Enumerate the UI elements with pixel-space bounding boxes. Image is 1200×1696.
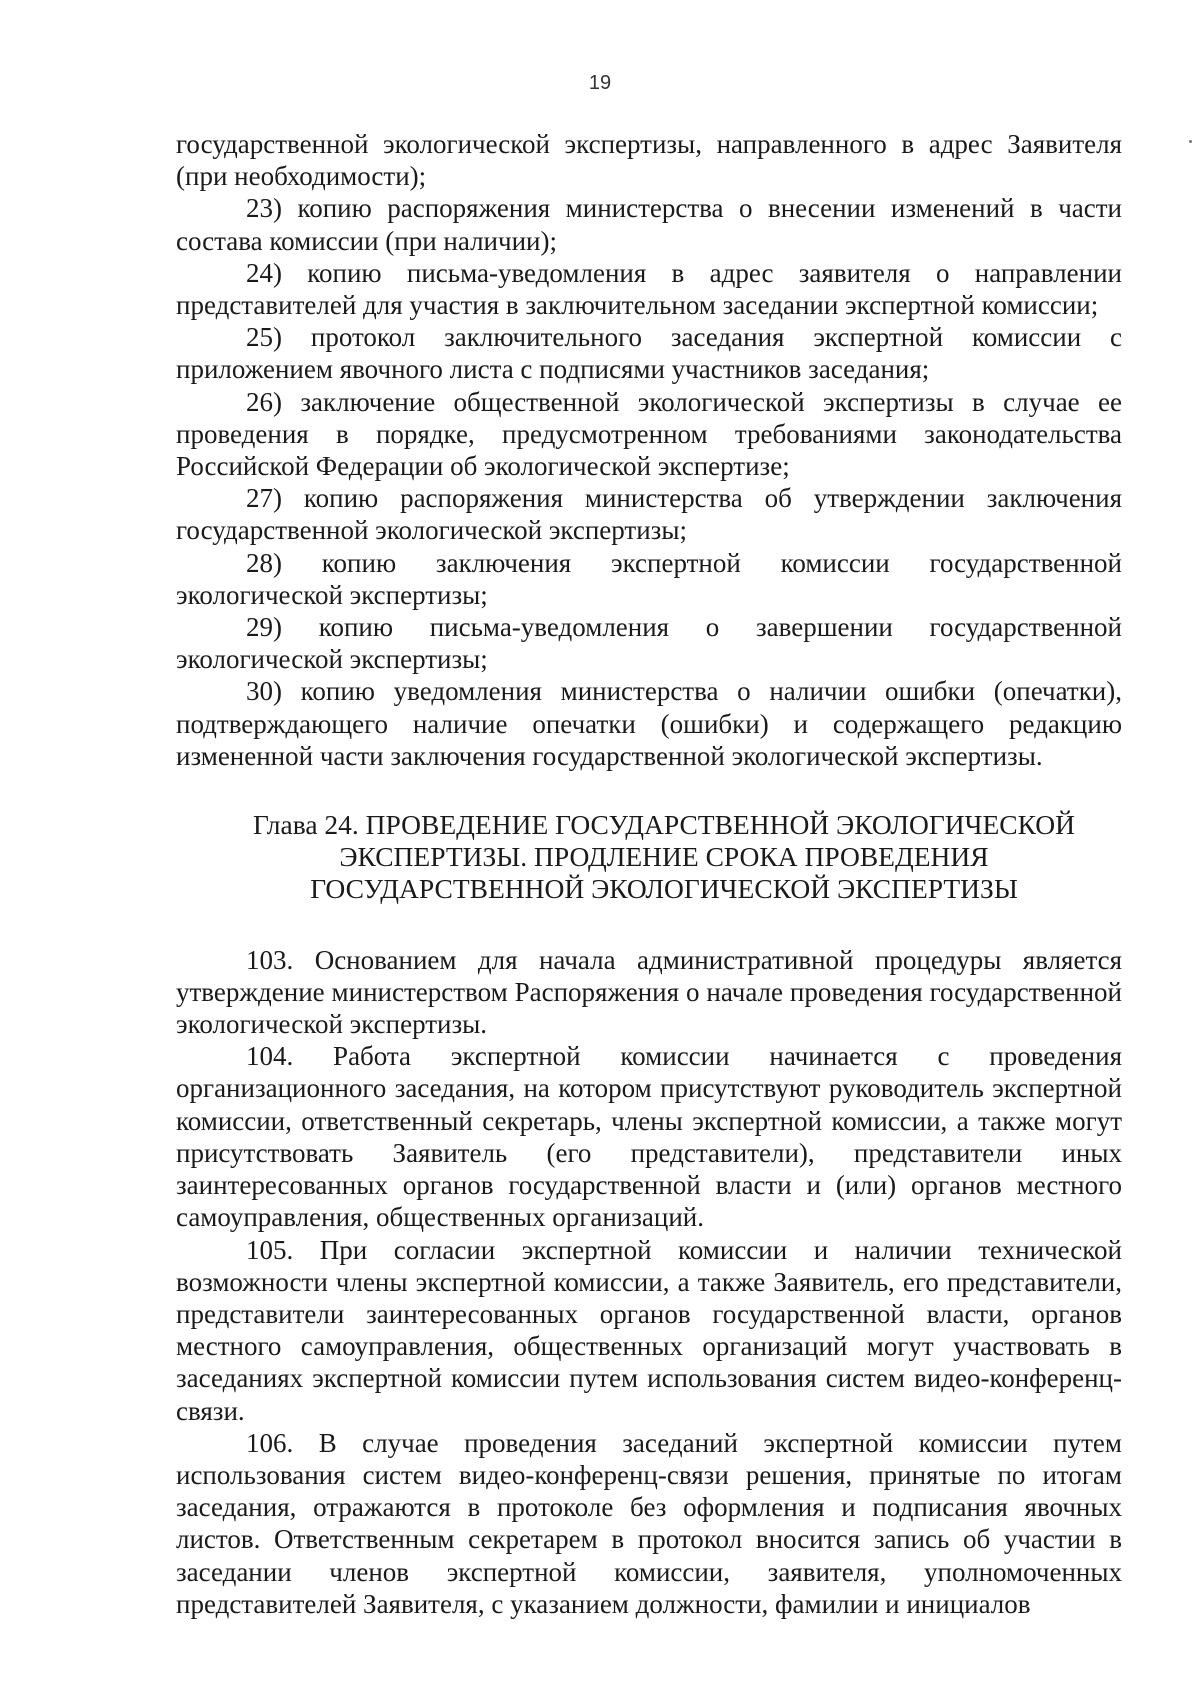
margin-mark <box>1189 140 1192 143</box>
clause-103: 103. Основанием для начала административной процедуры является утверждение министерством Распоряжения о начале проведения государственной экологической экспертизы. <box>176 944 1122 1040</box>
clause-104: 104. Работа экспертной комиссии начинается с проведения организационного заседания, на котором присутствуют руководитель экспертной комиссии, ответственный секретарь, члены экспертной комиссии, а также могут присутствовать Заявитель (его представители), представители иных заинтересованных органов государственной власти и (или) органов местного самоуправления, общественных организаций. <box>176 1041 1122 1233</box>
clause-106: 106. В случае проведения заседаний экспертной комиссии путем использования систем видео-конференц-связи решения, принятые по итогам заседания, отражаются в протоколе без оформления и подписания явочных листов. Ответственным секретарем в протокол вносится запись об участии в заседании членов экспертной комиссии, заявителя, уполномоченных представителей Заявителя, с указанием должности, фамилии и инициалов <box>176 1427 1122 1619</box>
list-item-28: 28) копию заключения экспертной комиссии государственной экологической экспертизы; <box>176 547 1122 610</box>
page-number: 19 <box>588 72 612 94</box>
chapter-heading-line-2: ЭКСПЕРТИЗЫ. ПРОДЛЕНИЕ СРОКА ПРОВЕДЕНИЯ <box>339 841 989 873</box>
list-item-23: 23) копию распоряжения министерства о внесении изменений в части состава комиссии (при наличии); <box>176 193 1122 256</box>
list-item-29: 29) копию письма-уведомления о завершении государственной экологической экспертизы; <box>176 612 1122 675</box>
chapter-heading-line-3: ГОСУДАРСТВЕННОЙ ЭКОЛОГИЧЕСКОЙ ЭКСПЕРТИЗЫ <box>310 873 1018 905</box>
clause-105: 105. При согласии экспертной комиссии и наличии технической возможности члены экспертной комиссии, а также Заявитель, его представители, представители заинтересованных органов государственной власти, органов местного самоуправления, общественных организаций могут участвовать в заседаниях экспертной комиссии путем использования систем видео-конференц-связи. <box>176 1234 1122 1426</box>
list-item-26: 26) заключение общественной экологической экспертизы в случае ее проведения в порядке, предусмотренном требованиями законодательства Российской Федерации об экологической экспертизе; <box>176 386 1122 482</box>
document-body <box>176 128 1122 1620</box>
chapter-heading-line-1: Глава 24. ПРОВЕДЕНИЕ ГОСУДАРСТВЕННОЙ ЭКОЛОГИЧЕСКОЙ <box>252 809 1076 841</box>
list-item-30: 30) копию уведомления министерства о наличии ошибки (опечатки), подтверждающего наличие опечатки (ошибки) и содержащего редакцию измененной части заключения государственной экологической экспертизы. <box>176 676 1122 771</box>
paragraph-continuation: государственной экологической экспертизы, направленного в адрес Заявителя (при необходимости); <box>176 129 1122 192</box>
list-item-27: 27) копию распоряжения министерства об утверждении заключения государственной экологической экспертизы; <box>176 483 1122 546</box>
list-item-24: 24) копию письма-уведомления в адрес заявителя о направлении представителей для участия в заключительном заседании экспертной комиссии; <box>176 257 1122 321</box>
list-item-25: 25) протокол заключительного заседания экспертной комиссии с приложением явочного листа с подписями участников заседания; <box>176 322 1122 385</box>
chapter-heading <box>176 809 1122 906</box>
